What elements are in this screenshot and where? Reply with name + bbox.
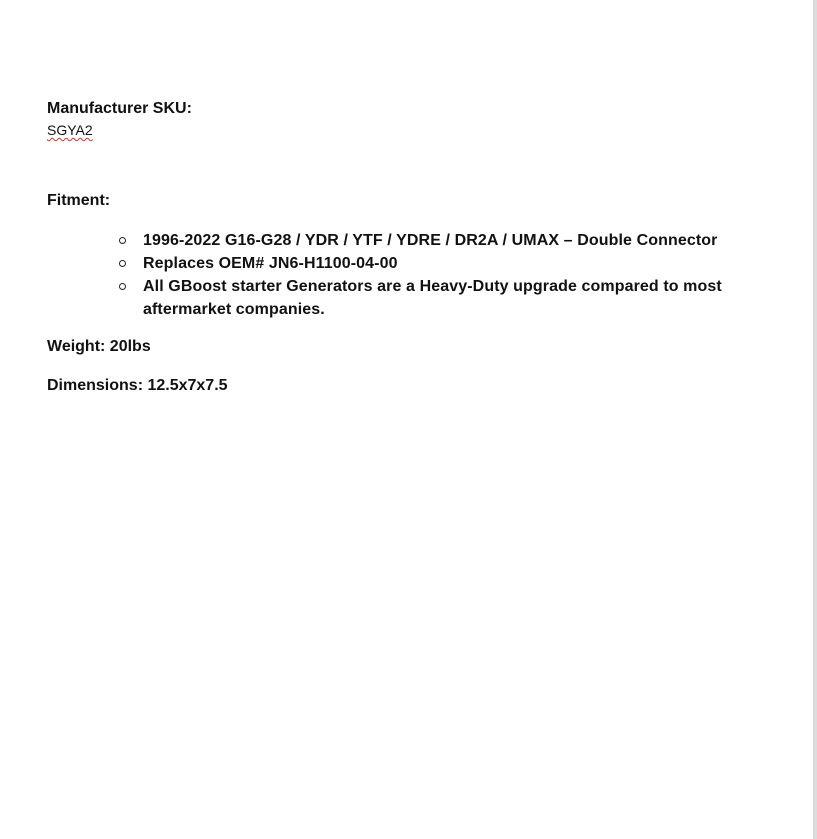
list-item (114, 229, 774, 252)
hollow-circle-bullet-icon (119, 283, 126, 290)
dimensions-line: Dimensions: 12.5x7x7.5 (47, 377, 228, 394)
list-item (114, 252, 774, 275)
sku-value: SGYA2 (47, 122, 93, 138)
sku-label: Manufacturer SKU: (47, 100, 192, 117)
hollow-circle-bullet-icon (119, 237, 126, 244)
weight-line: Weight: 20lbs (47, 338, 151, 355)
hollow-circle-bullet-icon (119, 260, 126, 267)
list-item (114, 275, 774, 321)
fitment-label: Fitment: (47, 192, 111, 209)
fitment-item-text: Replaces OEM# JN6-H1100-04-00 (143, 255, 398, 272)
fitment-list (114, 229, 774, 321)
fitment-item-text: All GBoost starter Generators are a Heavy-Duty upgrade compared to most aftermarket companies. (143, 278, 722, 318)
fitment-item-text: 1996-2022 G16-G28 / YDR / YTF / YDRE / DR2A / UMAX – Double Connector (143, 232, 718, 249)
